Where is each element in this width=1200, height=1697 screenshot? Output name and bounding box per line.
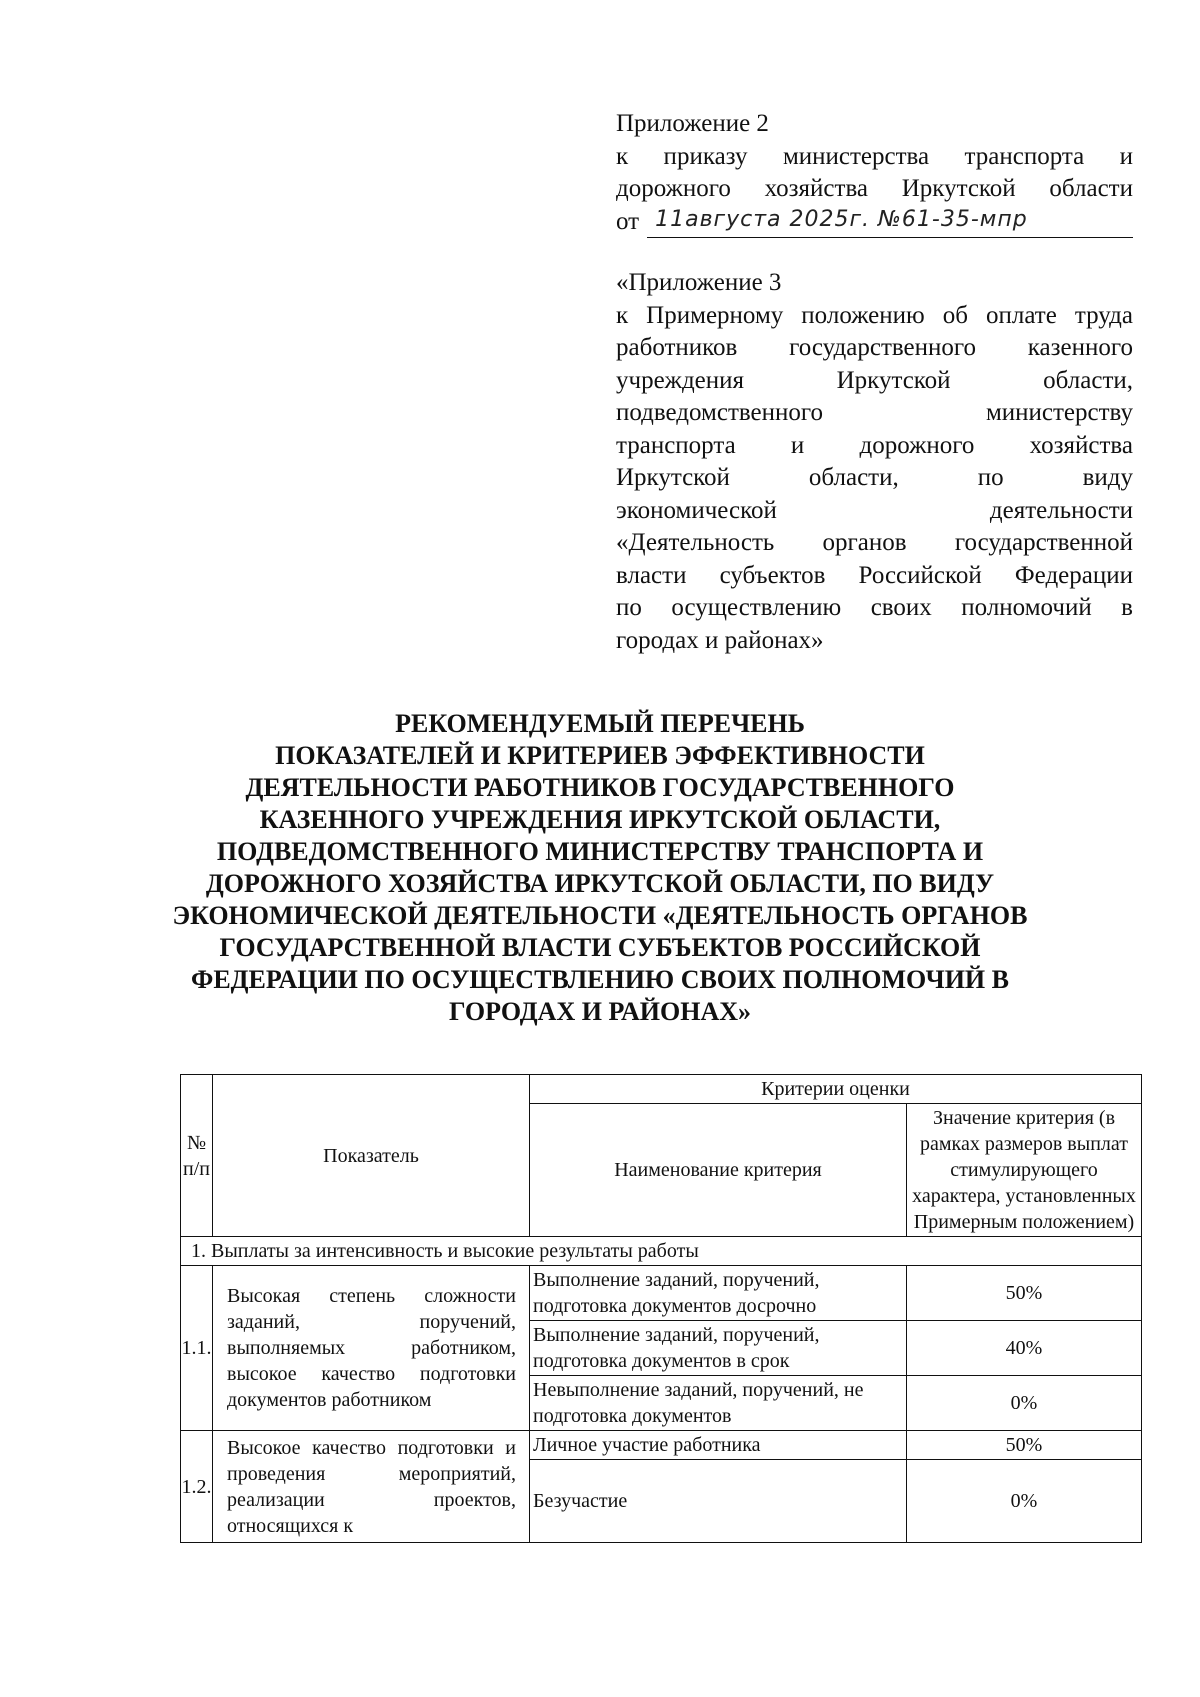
header-criterion-name: Наименование критерия [530, 1104, 907, 1237]
inner-appendix-title: «Приложение 3 [616, 269, 782, 296]
handwritten-date-number: 11августа 2025г. №61-35-мпр [655, 206, 1028, 232]
criterion-value: 0% [907, 1376, 1142, 1431]
criterion-value: 40% [907, 1321, 1142, 1376]
inner-appendix-line: городах и районах» [616, 626, 824, 654]
section-title: 1. Выплаты за интенсивность и высокие результаты работы [181, 1237, 1142, 1266]
row-indicator: Высокая степень сложности заданий, поручений, выполняемых работником, высокое качество подготовки документов работником [213, 1266, 530, 1431]
header-criteria-group: Критерии оценки [530, 1075, 1142, 1104]
criterion-value: 50% [907, 1266, 1142, 1321]
section-row [181, 1237, 1142, 1266]
inner-appendix-line: Иркутской области, по виду [616, 464, 1133, 491]
criterion-value: 0% [907, 1460, 1142, 1543]
from-prefix: от [616, 207, 640, 235]
title-line: РЕКОМЕНДУЕМЫЙ ПЕРЕЧЕНЬ [395, 709, 805, 738]
row-number: 1.2. [181, 1431, 213, 1543]
inner-appendix-line: работников государственного казенного [616, 334, 1133, 361]
inner-appendix-line: экономической деятельности [616, 496, 1133, 524]
order-date-line [616, 206, 1133, 239]
inner-appendix-line: «Деятельность органов государственной [616, 529, 1133, 556]
row-number: 1.1. [181, 1266, 213, 1431]
inner-appendix-line: по осуществлению своих полномочий в [616, 594, 1133, 621]
document-title [140, 708, 1060, 1028]
title-line: ДЕЯТЕЛЬНОСТИ РАБОТНИКОВ ГОСУДАРСТВЕННОГО [245, 773, 955, 802]
table-row [181, 1431, 1142, 1460]
inner-appendix-line: власти субъектов Российской Федерации [616, 561, 1133, 589]
title-line: ЭКОНОМИЧЕСКОЙ ДЕЯТЕЛЬНОСТИ «ДЕЯТЕЛЬНОСТЬ ОРГАНОВ [172, 901, 1028, 930]
inner-appendix-block [616, 267, 1133, 657]
title-line: КАЗЕННОГО УЧРЕЖДЕНИЯ ИРКУТСКОЙ ОБЛАСТИ, [259, 805, 941, 834]
table-row [181, 1266, 1142, 1321]
title-line: ГОСУДАРСТВЕННОЙ ВЛАСТИ СУБЪЕКТОВ РОССИЙСКОЙ [219, 933, 981, 962]
inner-appendix-line: учреждения Иркутской области, [616, 366, 1133, 394]
header-indicator: Показатель [213, 1075, 530, 1237]
criteria-table [180, 1074, 1142, 1543]
inner-appendix-line: транспорта и дорожного хозяйства [616, 431, 1133, 459]
appendix-line-2: дорожного хозяйства Иркутской области [616, 175, 1133, 202]
criterion-name: Выполнение заданий, поручений, подготовка документов в срок [530, 1321, 907, 1376]
row-indicator: Высокое качество подготовки и проведения мероприятий, реализации проектов, относящихся к [213, 1431, 530, 1543]
title-line: ФЕДЕРАЦИИ ПО ОСУЩЕСТВЛЕНИЮ СВОИХ ПОЛНОМОЧИЙ В [190, 965, 1009, 994]
handwritten-field [647, 207, 1133, 238]
title-line: ПОДВЕДОМСТВЕННОГО МИНИСТЕРСТВУ ТРАНСПОРТА И [216, 837, 984, 866]
criterion-name: Невыполнение заданий, поручений, не подготовка документов [530, 1376, 907, 1431]
header-number: № п/п [181, 1075, 213, 1237]
title-line: ГОРОДАХ И РАЙОНАХ» [449, 997, 751, 1026]
criterion-name: Личное участие работника [530, 1431, 907, 1460]
criterion-value: 50% [907, 1431, 1142, 1460]
appendix-line-1: к приказу министерства транспорта и [616, 142, 1133, 170]
inner-appendix-line: подведомственного министерству [616, 399, 1133, 426]
criterion-name: Безучастие [530, 1460, 907, 1543]
appendix-title: Приложение 2 [616, 110, 769, 137]
title-line: ПОКАЗАТЕЛЕЙ И КРИТЕРИЕВ ЭФФЕКТИВНОСТИ [275, 741, 925, 770]
title-line: ДОРОЖНОГО ХОЗЯЙСТВА ИРКУТСКОЙ ОБЛАСТИ, ПО ВИДУ [205, 869, 995, 898]
appendix-block [616, 108, 1133, 657]
inner-appendix-line: к Примерному положению об оплате труда [616, 301, 1133, 329]
header-criterion-value: Значение критерия (в рамках размеров выплат стимулирующего характера, установленных Примерным положением) [907, 1104, 1142, 1237]
criterion-name: Выполнение заданий, поручений, подготовка документов досрочно [530, 1266, 907, 1321]
